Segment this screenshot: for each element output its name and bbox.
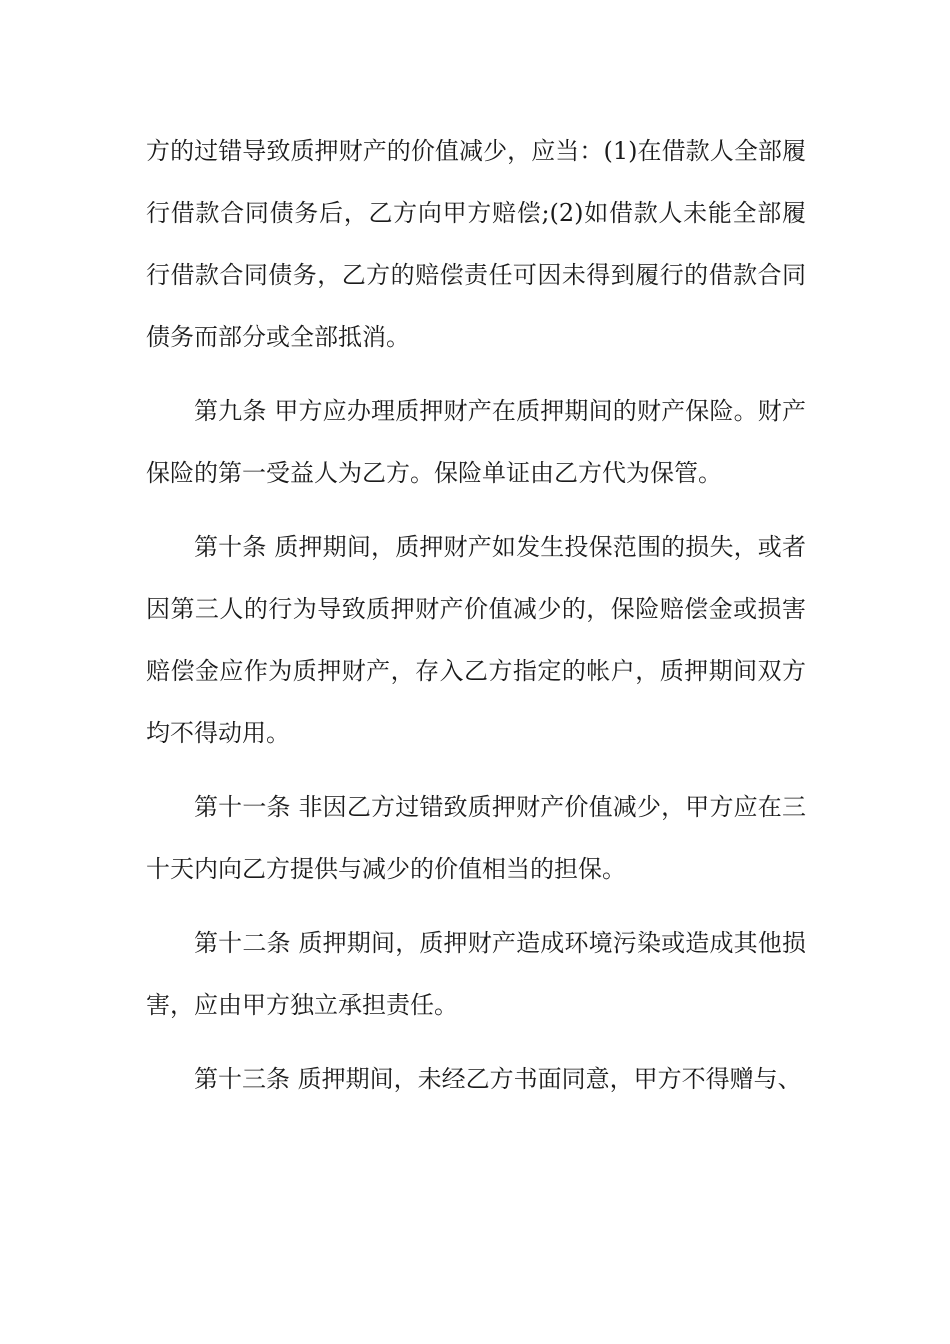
paragraph-article-12: 第十二条 质押期间，质押财产造成环境污染或造成其他损害，应由甲方独立承担责任。: [146, 929, 806, 1019]
paragraph-article-11: 第十一条 非因乙方过错致质押财产价值减少，甲方应在三十天内向乙方提供与减少的价值相当的担保。: [146, 793, 806, 883]
paragraph-continuation: 方的过错导致质押财产的价值减少，应当：(1)在借款人全部履行借款合同债务后，乙方向甲方赔偿;(2)如借款人未能全部履行借款合同债务，乙方的赔偿责任可因未得到履行的借款合同债务而部分或全部抵消。: [146, 137, 806, 351]
paragraph-article-13: 第十三条 质押期间，未经乙方书面同意，甲方不得赠与、: [194, 1065, 802, 1093]
document-body: [146, 120, 806, 1122]
paragraph-article-9: 第九条 甲方应办理质押财产在质押期间的财产保险。财产保险的第一受益人为乙方。保险单证由乙方代为保管。: [146, 397, 806, 487]
paragraph-article-10: 第十条 质押期间，质押财产如发生投保范围的损失，或者因第三人的行为导致质押财产价值减少的，保险赔偿金或损害赔偿金应作为质押财产，存入乙方指定的帐户，质押期间双方均不得动用。: [146, 533, 806, 747]
